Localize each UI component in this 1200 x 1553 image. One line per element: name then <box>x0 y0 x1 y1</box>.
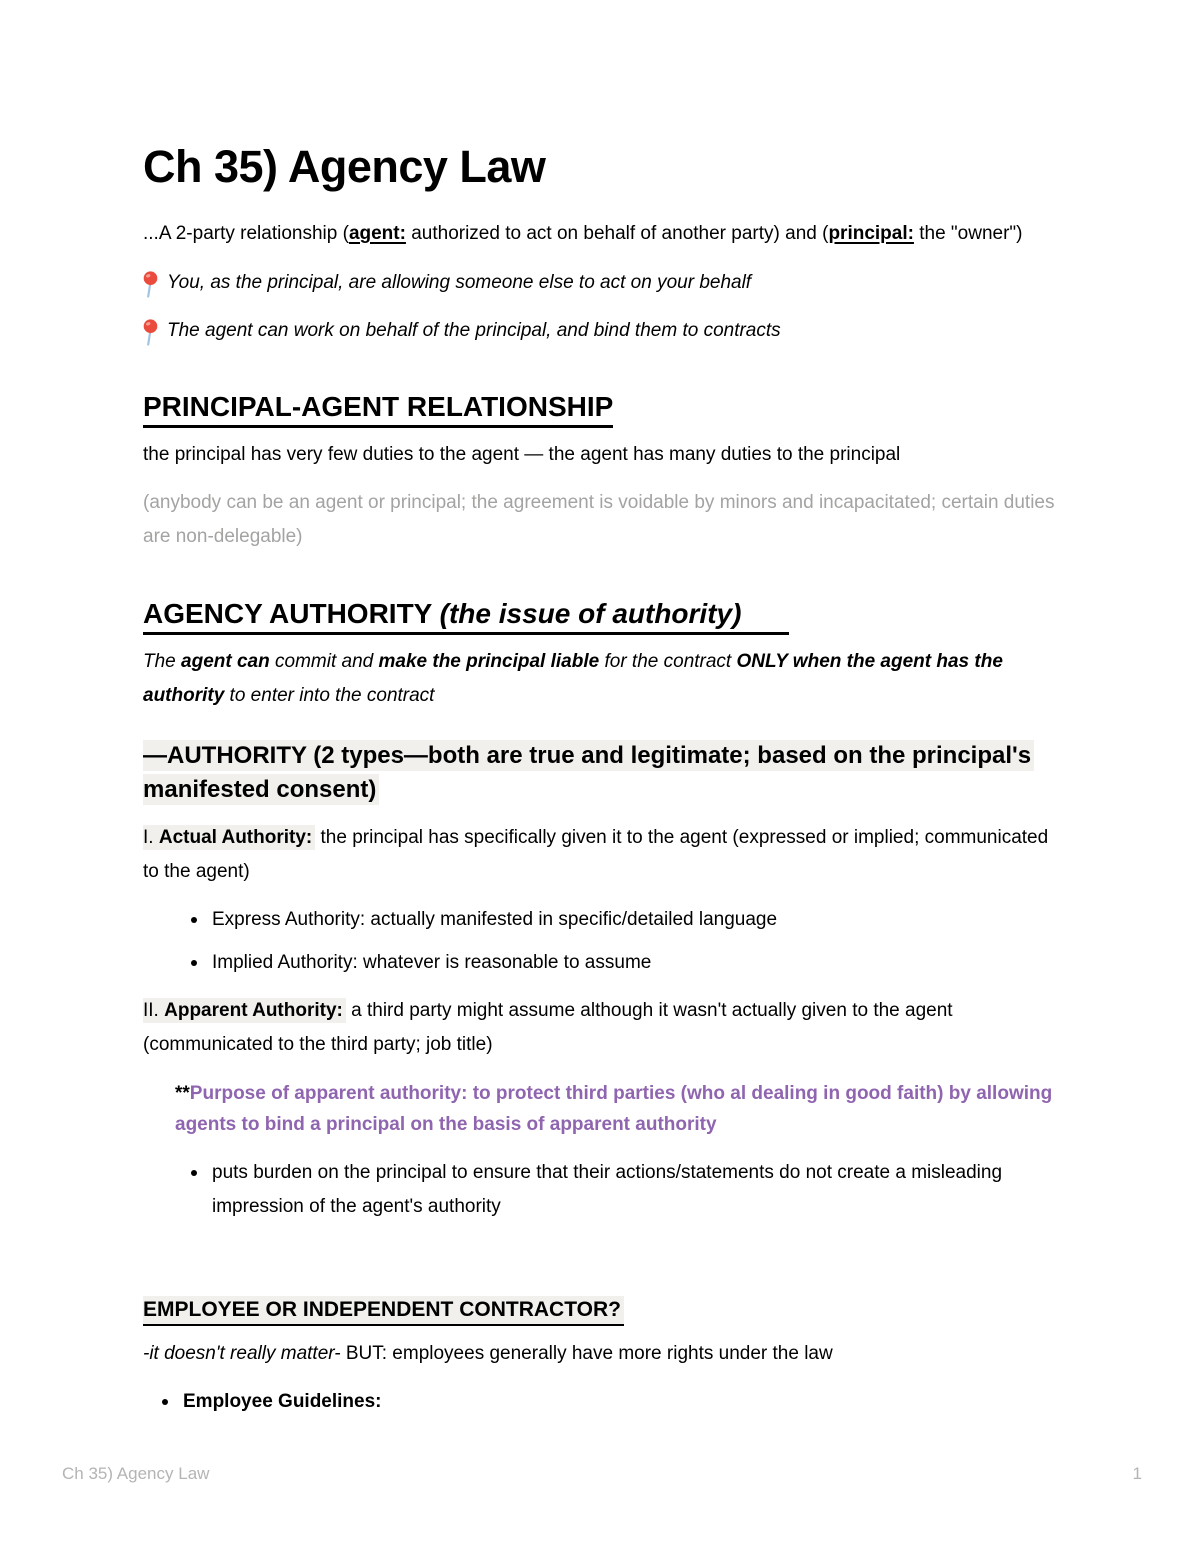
page-title: Ch 35) Agency Law <box>143 141 546 192</box>
purpose-text: Purpose of apparent authority: to protect third parties (who al dealing in good faith) by allowing agents to bind a principal on the basis of apparent authority <box>175 1082 1053 1135</box>
footer-page-number: 1 <box>1132 1464 1142 1483</box>
run: The <box>143 650 182 672</box>
bullet-icon <box>191 1170 197 1176</box>
list-item-burden-on-principal <box>191 1156 1060 1224</box>
line-rest: BUT: employees generally have more rights under the law <box>340 1343 833 1365</box>
roman-numeral: I. <box>143 826 159 848</box>
heading-italic: (the issue of authority) <box>439 597 742 629</box>
callout-text: The agent can work on behalf of the principal, and bind them to contracts <box>167 319 781 341</box>
section-heading-employee-or-contractor <box>143 1296 1060 1323</box>
run-bold: agent can <box>181 650 270 672</box>
run-bold: make the principal liable <box>378 650 600 672</box>
callout-text: You, as the principal, are allowing someone else to act on your behalf <box>167 271 752 293</box>
section-heading-agency-authority <box>143 596 1060 631</box>
actual-authority-term <box>143 825 315 850</box>
heading-text: EMPLOYEE OR INDEPENDENT CONTRACTOR? <box>143 1296 624 1326</box>
intro-paragraph <box>143 217 1060 251</box>
page-footer <box>62 1464 1142 1484</box>
term-principal: principal: <box>828 222 914 244</box>
term-definition: a third party might assume although it wasn't actually given to the agent (communicated to the third party; job title) <box>143 999 953 1055</box>
heading-text <box>143 598 789 635</box>
list-item-express-authority <box>191 903 1060 937</box>
apparent-authority-term <box>143 998 346 1023</box>
term-agent: agent: <box>348 222 406 244</box>
section-heading-principal-agent <box>143 389 1060 424</box>
callout-agent-bind <box>143 315 1060 347</box>
apparent-authority-purpose-note <box>175 1078 1060 1140</box>
intro-run: authorized to act on behalf of another party) and ( <box>405 222 829 244</box>
principal-agent-duties-line: the principal has very few duties to the agent — the agent has many duties to the principal <box>143 443 901 465</box>
bullet-icon <box>191 960 197 966</box>
intro-run: the "owner") <box>913 222 1023 244</box>
employee-matter-line <box>143 1337 1060 1371</box>
list-item-text: Express Authority: actually manifested in specific/detailed language <box>212 908 778 930</box>
term-text: Apparent Authority: <box>164 999 343 1021</box>
roman-numeral: II. <box>143 999 165 1021</box>
callout-principal-behalf <box>143 267 1060 299</box>
pushpin-icon <box>143 319 158 346</box>
actual-authority-paragraph <box>143 821 1060 889</box>
run: commit and <box>269 650 379 672</box>
heading-text: —AUTHORITY (2 types—both are true and legitimate; based on the principal's manifested consent) <box>143 740 1034 805</box>
apparent-authority-paragraph <box>143 994 1060 1062</box>
footer-document-title: Ch 35) Agency Law <box>62 1464 210 1483</box>
run-bold: ONLY when the agent has the authority <box>143 650 1003 706</box>
italic-aside: -it doesn't really matter- <box>143 1343 341 1365</box>
bullet-icon <box>191 917 197 923</box>
pushpin-icon <box>143 271 158 298</box>
principal-agent-gray-note: (anybody can be an agent or principal; the agreement is voidable by minors and incapacitated; certain duties are non-delegable) <box>143 491 1055 547</box>
term-text: Actual Authority: <box>158 826 313 848</box>
list-item-implied-authority <box>191 946 1060 980</box>
heading-main: AGENCY AUTHORITY <box>143 597 440 629</box>
emphasis-stars: ** <box>175 1082 190 1104</box>
agency-authority-intro <box>143 645 1060 713</box>
term-definition: the principal has specifically given it to the agent (expressed or implied; communicated to the agent) <box>143 826 1049 882</box>
bullet-icon <box>162 1399 168 1405</box>
run: to enter into the contract <box>224 684 435 706</box>
authority-types-heading <box>143 739 1060 807</box>
list-item-text: puts burden on the principal to ensure that their actions/statements do not create a misleading impression of the agent's authority <box>212 1161 1003 1217</box>
list-item-text: Employee Guidelines: <box>183 1391 382 1413</box>
list-item-employee-guidelines <box>162 1385 1060 1419</box>
run: for the contract <box>599 650 737 672</box>
list-item-text: Implied Authority: whatever is reasonable to assume <box>212 951 652 973</box>
heading-text: PRINCIPAL-AGENT RELATIONSHIP <box>143 391 613 428</box>
intro-run: ...A 2-party relationship ( <box>143 222 349 244</box>
